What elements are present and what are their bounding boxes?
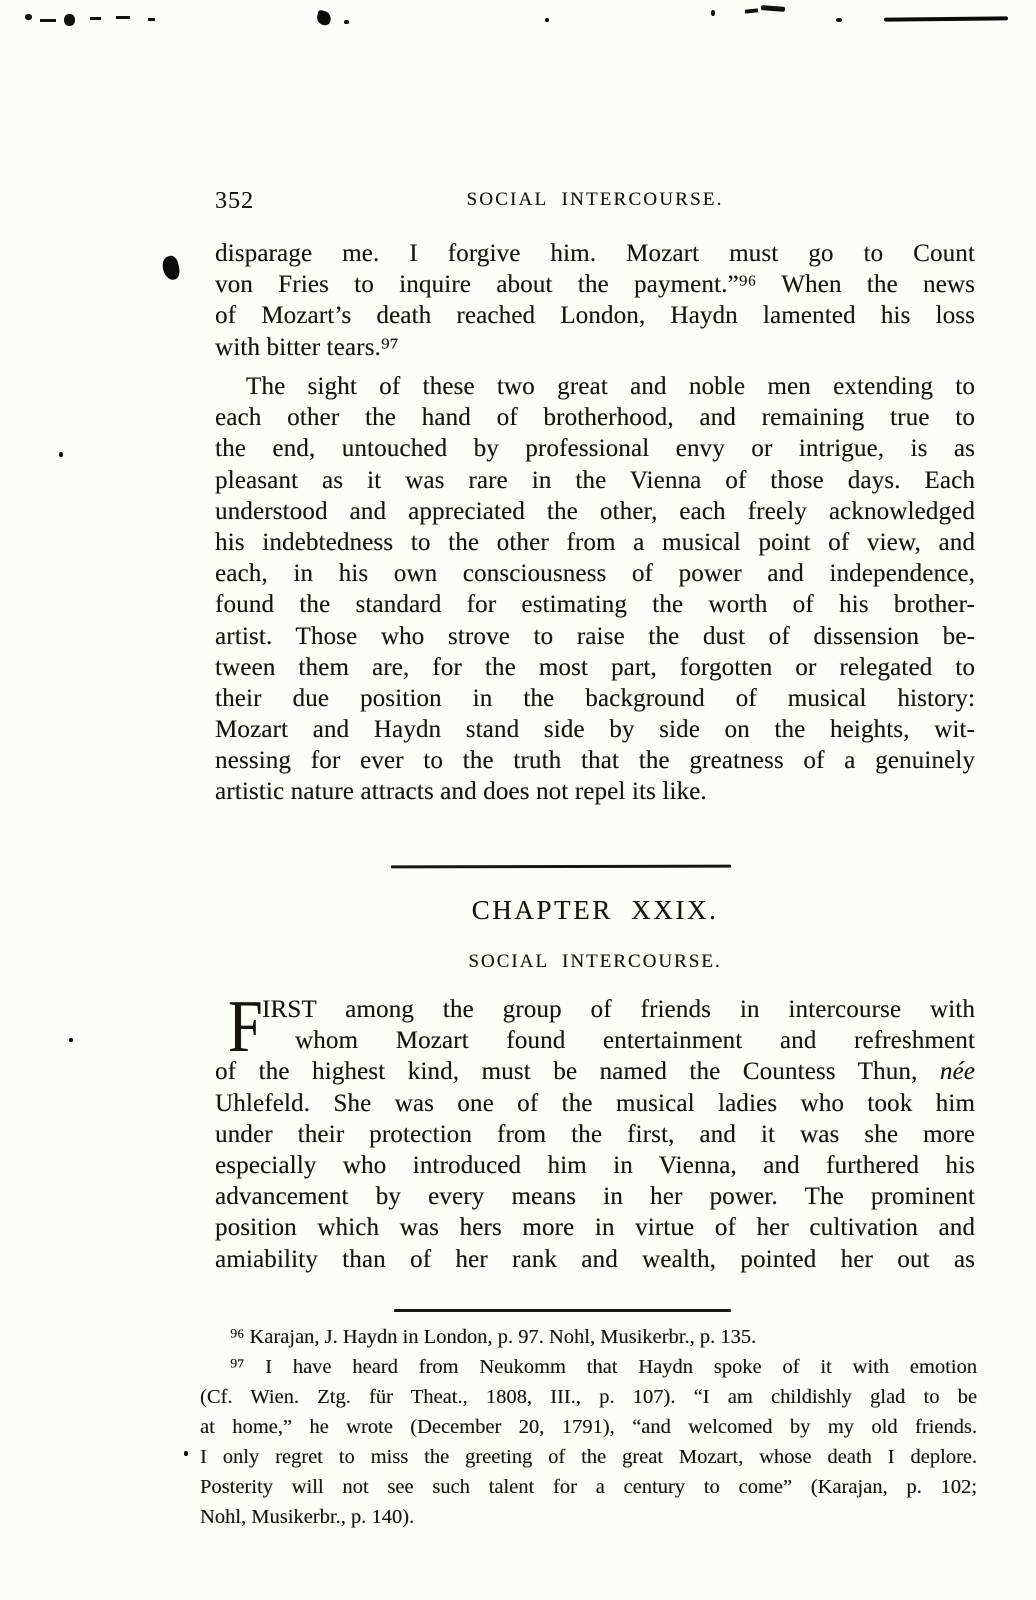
scan-speck <box>711 10 715 16</box>
text-line: IRST among the group of friends in intercourse with <box>262 996 975 1023</box>
text-line: The sight of these two great and noble men extending to <box>246 373 975 400</box>
footnote-line: ⁹⁶ Karajan, J. Haydn in London, p. 97. Nohl, Musikerbr., p. 135. <box>230 1326 757 1348</box>
text-line: the end, untouched by professional envy or intrigue, is as <box>215 435 975 463</box>
text-line: found the standard for estimating the worth of his brother- <box>215 591 975 619</box>
text-line: disparage me. I forgive him. Mozart must go to Count <box>215 240 975 267</box>
scan-speck <box>90 17 101 20</box>
scan-speck <box>59 452 63 457</box>
text-line: amiability than of her rank and wealth, pointed her out as <box>215 1245 975 1273</box>
text-line: von Fries to inquire about the payment.”⁹⁶ When the news <box>215 271 975 299</box>
text-line: each other the hand of brotherhood, and remaining true to <box>215 404 975 432</box>
page-number: 352 <box>215 188 254 214</box>
scan-speck <box>40 19 56 22</box>
drop-cap-letter: F <box>228 986 263 1068</box>
scan-speck <box>745 8 758 13</box>
scan-speck <box>545 18 549 22</box>
scan-line-artifact <box>884 16 1008 21</box>
footnote-line: at home,” he wrote (December 20, 1791), “and welcomed by my old friends. <box>200 1416 977 1438</box>
scan-speck <box>316 10 333 27</box>
text-line: nessing for ever to the truth that the greatness of a genuinely <box>215 747 975 775</box>
footnote-line: Posterity will not see such talent for a century to come” (Karajan, p. 102; <box>200 1476 977 1498</box>
scan-speck <box>761 5 785 12</box>
text-line: position which was hers more in virtue of her cultivation and <box>215 1214 975 1242</box>
text-line: his indebtedness to the other from a musical point of view, and <box>215 528 975 556</box>
running-header <box>215 186 975 216</box>
paragraph-continuation <box>215 238 975 363</box>
text-line: artistic nature attracts and does not repel its like. <box>215 778 707 806</box>
scan-speck <box>148 18 155 21</box>
scan-speck <box>64 14 75 26</box>
text-line: Mozart and Haydn stand side by side on the heights, wit- <box>215 716 975 744</box>
text-line: pleasant as it was rare in the Vienna of those days. Each <box>215 466 975 494</box>
scan-speck <box>69 1038 73 1042</box>
footnote-divider-rule <box>394 1309 731 1312</box>
text-line: advancement by every means in her power. The prominent <box>215 1183 975 1211</box>
chapter-title: CHAPTER XXIX. <box>471 895 719 925</box>
chapter-subtitle: SOCIAL INTERCOURSE. <box>468 951 722 972</box>
text-line: tween them are, for the most part, forgotten or relegated to <box>215 653 975 681</box>
text-line: their due position in the background of musical history: <box>215 684 975 712</box>
text-line: especially who introduced him in Vienna, and furthered his <box>215 1151 975 1179</box>
section-divider-rule <box>391 865 731 869</box>
scan-speck <box>184 1451 188 1456</box>
text-line: under their protection from the first, and it was she more <box>215 1120 975 1148</box>
text-line: of Mozart’s death reached London, Haydn lamented his loss <box>215 302 975 330</box>
paragraph-haydn-mozart <box>215 371 975 808</box>
chapter-opening-paragraph <box>215 986 975 1275</box>
text-segment: of the highest kind, must be named the Countess Thun, <box>215 1058 940 1086</box>
running-head-title: SOCIAL INTERCOURSE. <box>466 189 724 210</box>
text-line: understood and appreciated the other, each freely acknowledged <box>215 497 975 525</box>
footnote-line: ⁹⁷ I have heard from Neukomm that Haydn spoke of it with emotion <box>230 1356 977 1378</box>
text-line <box>215 1056 975 1087</box>
text-line: with bitter tears.⁹⁷ <box>215 333 399 361</box>
text-line: whom Mozart found entertainment and refreshment <box>295 1027 975 1055</box>
text-line: Uhlefeld. She was one of the musical ladies who took him <box>215 1089 975 1117</box>
text-line: artist. Those who strove to raise the dust of dissension be- <box>215 622 975 650</box>
scan-speck <box>116 16 130 19</box>
footnote-line: I only regret to miss the greeting of the great Mozart, whose death I deplore. <box>200 1446 977 1468</box>
footnote-line: (Cf. Wien. Ztg. für Theat., 1808, III., p. 107). “I am childishly glad to be <box>200 1386 977 1408</box>
text-segment-italic: née <box>939 1058 975 1086</box>
text-line: each, in his own consciousness of power and independence, <box>215 560 975 588</box>
scan-speck <box>25 14 32 20</box>
footnotes <box>200 1322 977 1532</box>
footnote-line: Nohl, Musikerbr., p. 140). <box>200 1506 415 1528</box>
scan-speck <box>836 18 842 22</box>
scan-speck <box>344 20 349 24</box>
ink-blot <box>161 255 182 282</box>
